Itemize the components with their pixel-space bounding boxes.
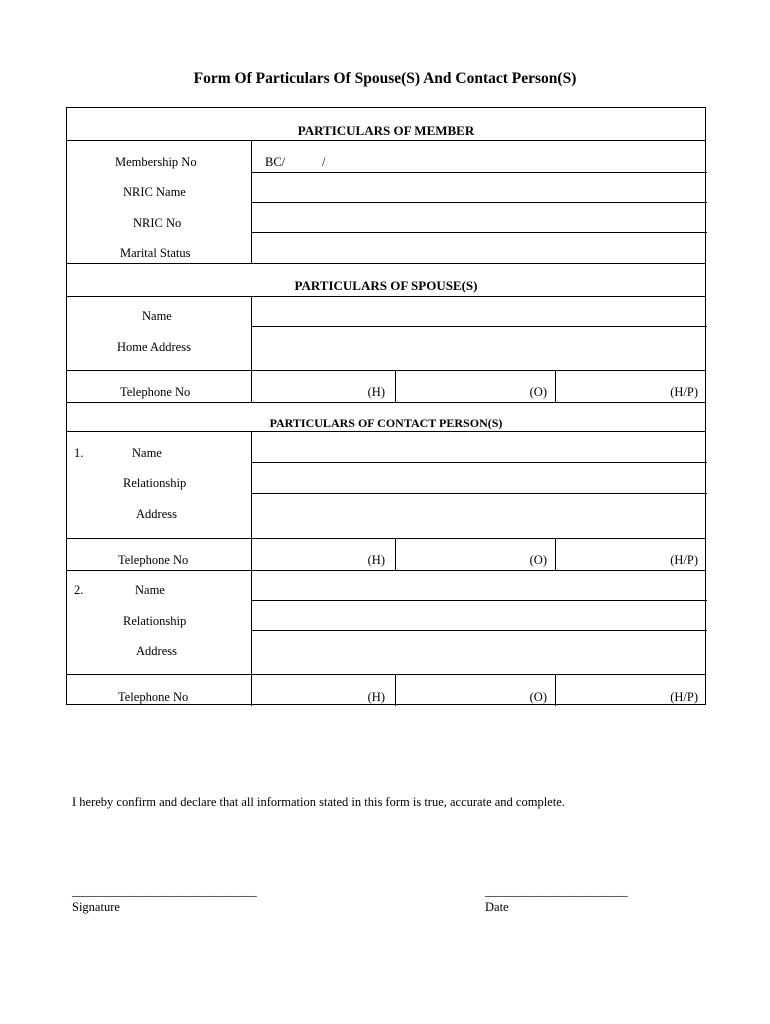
contact-1-number: 1. xyxy=(74,446,84,460)
contact-2-telephone-label: Telephone No xyxy=(118,690,189,704)
contact-1-address-field[interactable] xyxy=(252,494,706,538)
spouse-home-phone-field[interactable] xyxy=(252,371,395,402)
contact-1-name-label: Name xyxy=(132,446,162,460)
office-phone-suffix: (O) xyxy=(529,385,547,399)
divider xyxy=(67,402,705,403)
handphone-suffix: (H/P) xyxy=(670,385,698,399)
spouse-home-address-label: Home Address xyxy=(117,340,191,354)
contact-1-name-field[interactable] xyxy=(252,432,706,462)
signature-line[interactable]: ___________________________________ xyxy=(72,884,256,898)
membership-no-label: Membership No xyxy=(115,155,197,169)
marital-status-label: Marital Status xyxy=(120,246,191,260)
handphone-suffix: (H/P) xyxy=(670,690,698,704)
contact-1-address-label: Address xyxy=(136,507,177,521)
handphone-suffix: (H/P) xyxy=(670,553,698,567)
contact-2-handphone-field[interactable] xyxy=(556,675,706,705)
member-section-heading: PARTICULARS OF MEMBER xyxy=(297,123,475,138)
contact-2-address-field[interactable] xyxy=(252,631,706,674)
contact-2-name-label: Name xyxy=(135,583,165,597)
membership-no-slash: / xyxy=(322,155,326,169)
marital-status-field[interactable] xyxy=(252,233,706,263)
spouse-name-label: Name xyxy=(142,309,172,323)
contact-section-heading: PARTICULARS OF CONTACT PERSON(S) xyxy=(269,416,503,430)
contact-2-number: 2. xyxy=(74,583,84,597)
divider xyxy=(67,263,705,264)
home-phone-suffix: (H) xyxy=(367,553,385,567)
contact-2-relationship-label: Relationship xyxy=(123,614,187,628)
contact-1-office-phone-field[interactable] xyxy=(396,539,555,570)
office-phone-suffix: (O) xyxy=(529,690,547,704)
spouse-telephone-label: Telephone No xyxy=(120,385,191,399)
date-label: Date xyxy=(485,900,509,914)
spouse-name-field[interactable] xyxy=(252,297,706,326)
contact-2-name-field[interactable] xyxy=(252,571,706,600)
contact-2-home-phone-field[interactable] xyxy=(252,675,395,705)
contact-2-address-label: Address xyxy=(136,644,177,658)
declaration-text: I hereby confirm and declare that all information stated in this form is true, accurate and complete. xyxy=(72,795,565,809)
spouse-section-heading: PARTICULARS OF SPOUSE(S) xyxy=(294,278,478,293)
membership-no-field[interactable] xyxy=(252,141,706,172)
nric-no-label: NRIC No xyxy=(133,216,182,230)
contact-2-relationship-field[interactable] xyxy=(252,601,706,630)
nric-name-label: NRIC Name xyxy=(123,185,186,199)
signature-label: Signature xyxy=(72,900,120,914)
date-line[interactable]: ___________________________ xyxy=(485,884,627,898)
contact-2-office-phone-field[interactable] xyxy=(396,675,555,705)
nric-no-field[interactable] xyxy=(252,203,706,232)
particulars-form xyxy=(66,107,706,705)
contact-1-relationship-label: Relationship xyxy=(123,476,187,490)
spouse-office-phone-field[interactable] xyxy=(396,371,555,402)
contact-1-handphone-field[interactable] xyxy=(556,539,706,570)
membership-no-prefix: BC/ xyxy=(265,155,286,169)
form-title: Form Of Particulars Of Spouse(S) And Contact Person(S) xyxy=(193,70,577,87)
spouse-handphone-field[interactable] xyxy=(556,371,706,402)
office-phone-suffix: (O) xyxy=(529,553,547,567)
contact-1-relationship-field[interactable] xyxy=(252,463,706,493)
contact-1-telephone-label: Telephone No xyxy=(118,553,189,567)
nric-name-field[interactable] xyxy=(252,173,706,202)
home-phone-suffix: (H) xyxy=(367,385,385,399)
spouse-home-address-field[interactable] xyxy=(252,327,706,370)
home-phone-suffix: (H) xyxy=(367,690,385,704)
contact-1-home-phone-field[interactable] xyxy=(252,539,395,570)
